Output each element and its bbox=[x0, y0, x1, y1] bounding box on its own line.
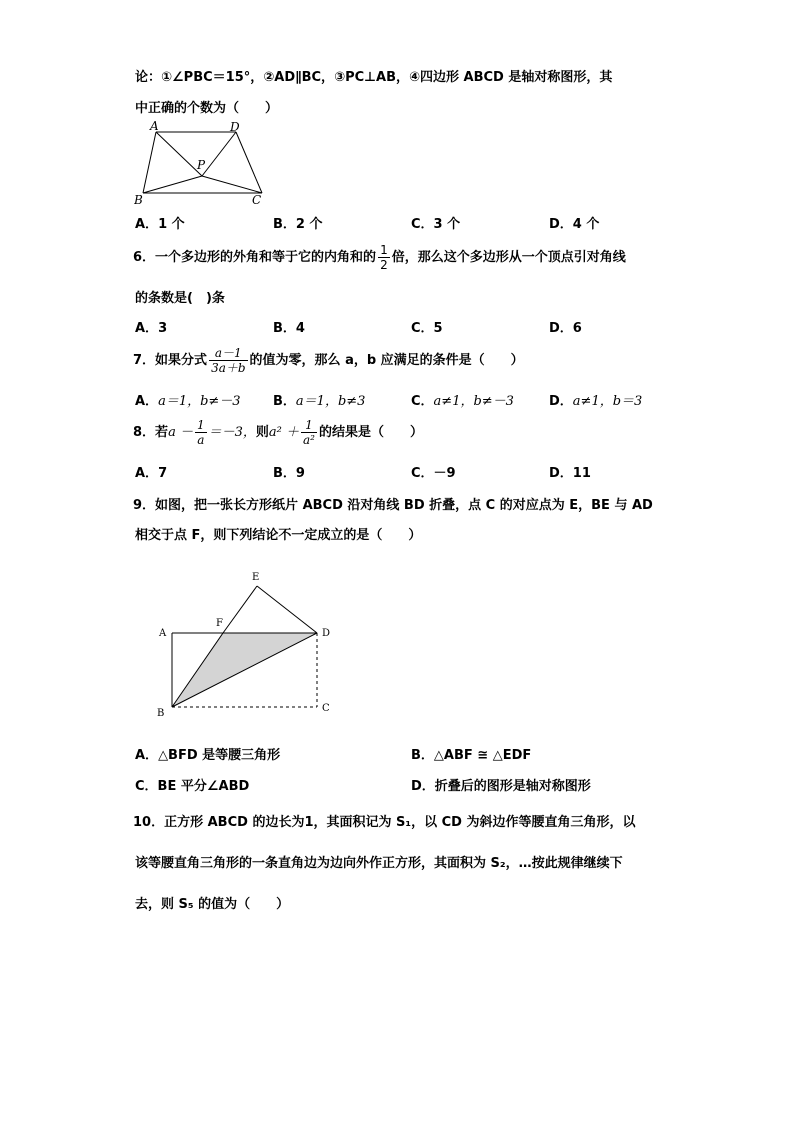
option-key: C． bbox=[135, 779, 158, 794]
q5-option-a[interactable] bbox=[135, 213, 185, 232]
q9-option-a[interactable] bbox=[135, 744, 280, 763]
q10-line3: 去，则 S₅ 的值为（ ） bbox=[135, 897, 290, 912]
option-key: B． bbox=[411, 748, 434, 763]
option-key: B． bbox=[273, 321, 296, 336]
q5-conclusion-3: ③PC⊥AB， bbox=[334, 70, 409, 85]
q9-label-E: E bbox=[252, 572, 260, 583]
q5-line1 bbox=[135, 66, 612, 85]
q9-option-c[interactable] bbox=[135, 775, 249, 794]
q7-fraction bbox=[209, 347, 247, 374]
option-key: C． bbox=[411, 217, 434, 232]
option-text: 折叠后的图形是轴对称图形 bbox=[434, 779, 591, 794]
option-text: △ABF ≅ △EDF bbox=[433, 748, 532, 763]
q10-number: 10． bbox=[133, 815, 165, 830]
q7-option-a[interactable] bbox=[135, 390, 241, 409]
q5-seg-CP bbox=[202, 176, 262, 193]
q9-figure bbox=[150, 565, 350, 720]
option-text: 2 个 bbox=[295, 217, 323, 232]
option-text: a＝1，b≠3 bbox=[295, 394, 366, 409]
q8-option-c[interactable] bbox=[411, 462, 456, 481]
option-key: D． bbox=[411, 779, 435, 794]
q5-conclusion-4-mark: ④ bbox=[409, 70, 421, 85]
option-text: 11 bbox=[572, 466, 591, 481]
q9-edge-FE bbox=[223, 586, 257, 633]
q7-text-after: 的值为零，那么 a，b 应满足的条件是（ ） bbox=[249, 353, 524, 368]
q9-option-d[interactable] bbox=[411, 775, 591, 794]
q8-frac1-denominator: a bbox=[197, 433, 205, 447]
option-text: 5 bbox=[433, 321, 443, 336]
q7-frac-denominator: 3a＋b bbox=[211, 361, 246, 375]
q5-line2: 中正确的个数为（ ） bbox=[135, 101, 279, 116]
q6-line1 bbox=[133, 240, 626, 276]
q8-expr1-rest: ＝－3， bbox=[208, 425, 256, 440]
option-text: BE 平分∠ABD bbox=[157, 779, 250, 794]
q6-option-d[interactable] bbox=[549, 317, 582, 336]
q6-fraction bbox=[378, 244, 390, 271]
option-text: 4 bbox=[295, 321, 305, 336]
option-text: 6 bbox=[572, 321, 582, 336]
q6-line2: 的条数是( )条 bbox=[135, 291, 225, 306]
q7-option-b[interactable] bbox=[273, 390, 365, 409]
q5-label-P: P bbox=[197, 158, 206, 172]
q8-frac1-numerator: 1 bbox=[196, 418, 205, 432]
q6-text-after: 倍，那么这个多边形从一个顶点引对角线 bbox=[391, 250, 626, 265]
q9-edge-ED bbox=[257, 586, 317, 633]
q10-line1 bbox=[133, 811, 635, 830]
q9-label-B: B bbox=[157, 708, 165, 719]
q6-text: 一个多边形的外角和等于它的内角和的 bbox=[155, 250, 377, 265]
q5-seg-BP bbox=[143, 176, 202, 193]
q8-option-d[interactable] bbox=[549, 462, 591, 481]
q7-frac-numerator: a－1 bbox=[209, 347, 247, 361]
q5-figure bbox=[134, 120, 266, 206]
q6-option-c[interactable] bbox=[411, 317, 443, 336]
option-key: B． bbox=[273, 394, 296, 409]
q6-frac-denominator: 2 bbox=[380, 258, 388, 272]
q8-option-a[interactable] bbox=[135, 462, 167, 481]
option-key: D． bbox=[549, 217, 573, 232]
option-text: 4 个 bbox=[572, 217, 600, 232]
q10-line2: 该等腰直角三角形的一条直角边为边向外作正方形，其面积为 S₂，…按此规律继续下 bbox=[135, 856, 623, 871]
q8-expr2: a² ＋ bbox=[268, 425, 299, 440]
option-key: A． bbox=[135, 394, 159, 409]
option-text: －9 bbox=[433, 466, 456, 481]
q5-option-c[interactable] bbox=[411, 213, 460, 232]
q5-conclusion-2: ②AD∥BC， bbox=[263, 70, 335, 85]
option-key: A． bbox=[135, 748, 159, 763]
q8-expr1: a － bbox=[168, 425, 193, 440]
q5-seg-AP bbox=[156, 132, 202, 176]
q7-option-d[interactable] bbox=[549, 390, 642, 409]
q5-seg-DP bbox=[202, 132, 236, 176]
q5-label-A: A bbox=[150, 120, 159, 133]
q8-text-after: 的结果是（ ） bbox=[318, 425, 423, 440]
option-text: △BFD 是等腰三角形 bbox=[158, 748, 281, 763]
option-text: 1 个 bbox=[158, 217, 185, 232]
q5-label-D: D bbox=[230, 120, 240, 134]
q10-text: 正方形 ABCD 的边长为1，其面积记为 S₁，以 CD 为斜边作等腰直角三角形，以 bbox=[164, 815, 636, 830]
q5-option-b[interactable] bbox=[273, 213, 323, 232]
option-key: D． bbox=[549, 394, 573, 409]
option-key: D． bbox=[549, 466, 573, 481]
q9-option-b[interactable] bbox=[411, 744, 531, 763]
q9-text: 如图，把一张长方形纸片 ABCD 沿对角线 BD 折叠，点 C 的对应点为 E，BE 与 AD bbox=[155, 498, 653, 513]
q5-edge-AB bbox=[143, 132, 156, 193]
q9-label-A: A bbox=[159, 628, 167, 639]
q6-option-b[interactable] bbox=[273, 317, 305, 336]
q7-text: 如果分式 bbox=[155, 353, 208, 368]
q5-conclusion-1: ①∠PBC＝15°， bbox=[161, 70, 264, 85]
q9-shaded-triangle-BFD bbox=[172, 633, 317, 707]
option-key: A． bbox=[135, 321, 159, 336]
q8-frac2-denominator: a² bbox=[303, 433, 315, 447]
q6-option-a[interactable] bbox=[135, 317, 167, 336]
q5-option-d[interactable] bbox=[549, 213, 599, 232]
q5-conclusion-4: 四边形 ABCD 是轴对称图形，其 bbox=[420, 70, 613, 85]
option-text: 9 bbox=[295, 466, 305, 481]
option-text: a＝1，b≠－3 bbox=[158, 394, 241, 409]
option-key: B． bbox=[273, 217, 296, 232]
q8-fraction-2 bbox=[301, 419, 317, 446]
q5-label-C: C bbox=[252, 193, 262, 206]
q5-prefix: 论： bbox=[135, 70, 162, 85]
option-key: C． bbox=[411, 394, 434, 409]
q6-number: 6． bbox=[133, 250, 156, 265]
q9-label-F: F bbox=[216, 618, 223, 629]
option-text: 3 个 bbox=[433, 217, 461, 232]
q9-label-D: D bbox=[322, 628, 331, 639]
q7-number: 7． bbox=[133, 353, 156, 368]
option-text: 3 bbox=[158, 321, 168, 336]
q8-text: 若 bbox=[155, 425, 169, 440]
q5-edge-CD bbox=[236, 132, 262, 193]
q7-line1 bbox=[133, 343, 524, 379]
option-key: A． bbox=[135, 466, 159, 481]
option-key: C． bbox=[411, 466, 434, 481]
option-key: A． bbox=[135, 217, 159, 232]
option-key: C． bbox=[411, 321, 434, 336]
q8-option-b[interactable] bbox=[273, 462, 305, 481]
q6-frac-numerator: 1 bbox=[380, 243, 388, 257]
q8-fraction-1 bbox=[195, 419, 207, 446]
option-key: B． bbox=[273, 466, 296, 481]
q9-line2: 相交于点 F，则下列结论不一定成立的是（ ） bbox=[135, 528, 422, 543]
q8-frac2-numerator: 1 bbox=[301, 419, 317, 433]
option-text: a≠1，b≠－3 bbox=[433, 394, 514, 409]
q8-mid: 则 bbox=[255, 425, 269, 440]
q9-number: 9． bbox=[133, 498, 156, 513]
q8-line1 bbox=[133, 415, 423, 451]
option-text: a≠1，b＝3 bbox=[572, 394, 643, 409]
option-text: 7 bbox=[158, 466, 168, 481]
option-key: D． bbox=[549, 321, 573, 336]
q9-label-C: C bbox=[322, 703, 330, 714]
q9-line1 bbox=[133, 494, 653, 513]
q8-number: 8． bbox=[133, 425, 156, 440]
q7-option-c[interactable] bbox=[411, 390, 514, 409]
q5-label-B: B bbox=[134, 193, 143, 206]
